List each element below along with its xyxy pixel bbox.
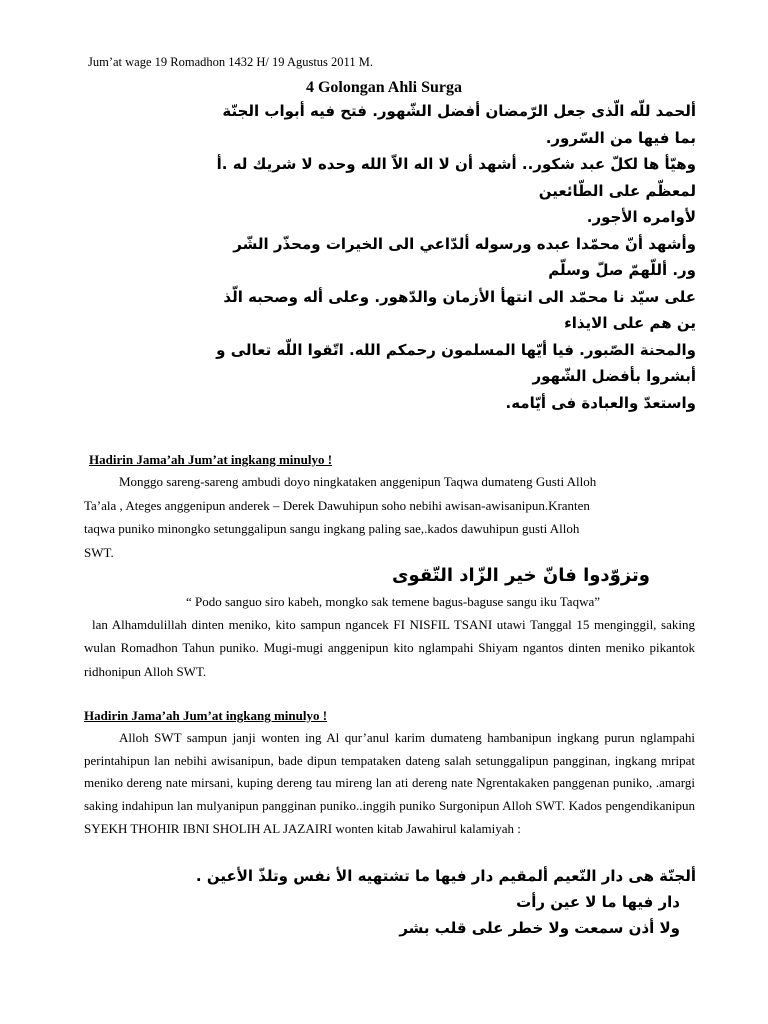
document-title: 4 Golongan Ahli Surga [305, 79, 463, 96]
arabic-line: وهيّأ ها لكلّ عبد شكور.. أشهد أن لا اله الاّ الله وحده لا شريك له .أ [216, 155, 696, 173]
arabic-line: ألحمد للّه الّذى جعل الرّمضان أفضل الشّهور. فتح فيه أبواب الجنّة [222, 102, 696, 120]
arabic-line: ولا أذن سمعت ولا خطر على قلب بشر [399, 919, 680, 937]
arabic-line: ين هم على الايذاء [564, 314, 696, 332]
date-line: Jum’at wage 19 Romadhon 1432 H/ 19 Agustus 2011 M. [88, 55, 373, 69]
opening-arabic-block [76, 101, 696, 419]
paragraph-line: Monggo sareng-sareng ambudi doyo ningkataken anggenipun Taqwa dumateng Gusti Alloh [119, 474, 597, 489]
arabic-verse: وتزوّدوا فانّ خير الزّاد التّقوى [392, 565, 650, 586]
paragraph-body: Alloh SWT sampun janji wonten ing Al qur’anul karim dumateng hambanipun ingkang purun nglampahi perintahipun lan nebihi awisanipun, bade dipun tempataken dateng salah setunggalipun pangginan, ingkang mripat meniko dereng nate mirsani, kuping dereng tau mireng lan ati dereng nate Ngrentakaken panggenan puniko, .amargi saking indahipun lan mulyanipun pangginan puniko..inggih puniko Surgonipun Alloh SWT. Kados pengendikanipun SYEKH THOHIR IBNI SHOLIH AL JAZAIRI wonten kitab Jawahirul kalamiyah : [84, 730, 695, 836]
verse-translation: “ Podo sanguo siro kabeh, mongko sak temene bagus-baguse sangu iku Taqwa” [185, 594, 601, 609]
paragraph-line: SWT. [84, 544, 114, 560]
arabic-line: واستعدّ والعبادة فى أيّامه. [505, 393, 696, 412]
section-heading: Hadirin Jama’ah Jum’at ingkang minulyo ! [84, 708, 328, 723]
arabic-line: لمعظّم على الطّائعين [538, 181, 696, 200]
arabic-line: بما فيها من السّرور. [545, 128, 696, 147]
arabic-line: ألجنّة هى دار النّعيم ألمقيم دار فيها ما تشتهيه الأ نفس وتلذّ الأعين . [195, 867, 696, 885]
arabic-line: لأوامره الأجور. [586, 208, 696, 226]
section2-paragraph [84, 727, 695, 841]
section1-paragraph [84, 470, 695, 564]
arabic-line: أبشروا بأفضل الشّهور [532, 367, 696, 385]
arabic-line: والمحنة الصّبور. فيا أيّها المسلمون رحمكم الله. اتّقوا اللّه تعالى و [216, 340, 696, 359]
paragraph-line: Ta’ala , Ateges anggenipun anderek – Derek Dawuhipun soho nebihi awisan-awisanipun.Kranten [84, 497, 590, 513]
section-heading: Hadirin Jama’ah Jum’at ingkang minulyo ! [89, 452, 333, 467]
arabic-line: على سيّد نا محمّد الى انتهأ الأزمان والدّهور. وعلى أله وصحبه الّذ [223, 287, 696, 306]
section1-continuation: lan Alhamdulillah dinten meniko, kito sampun ngancek FI NISFIL TSANI utawi Tanggal 15 menginggil, saking wulan Romadhon Tahun puniko. Mugi-mugi anggenipun kito nglampahi Shiyam ngantos dinten meniko pikantok ridhonipun Alloh SWT. [84, 617, 695, 679]
arabic-line: دار فيها ما لا عين رأت [516, 893, 680, 911]
paragraph-line: taqwa puniko minongko setunggalipun sangu ingkang paling sae,.kados dawuhipun gusti Alloh [84, 521, 580, 536]
arabic-line: ور. أللّهمّ صلّ وسلّم [548, 261, 696, 279]
arabic-line: وأشهد أنّ محمّدا عبده ورسوله ألدّاعي الى الخيرات ومحذّر الشّر [233, 234, 696, 253]
